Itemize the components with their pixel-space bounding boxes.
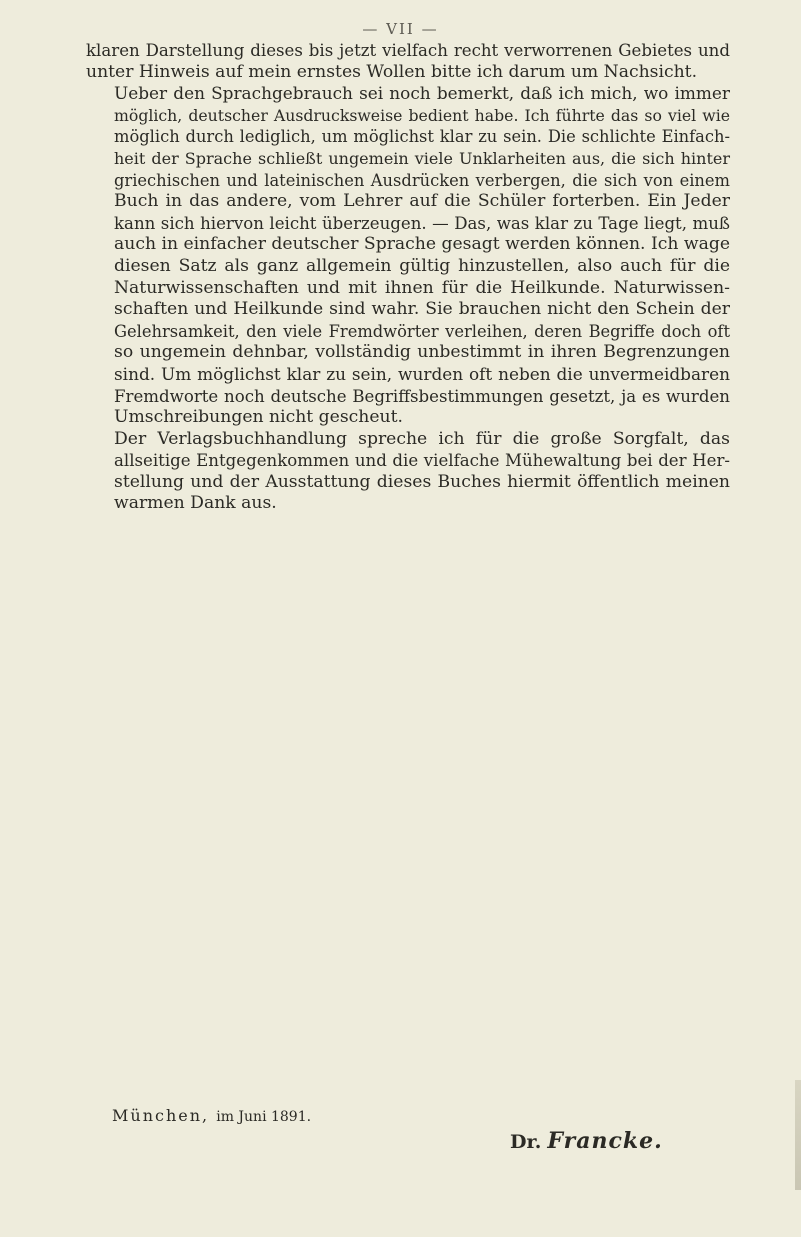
text-line: unter Hinweis auf mein ernstes Wollen bitte ich darum um Nachsicht. xyxy=(86,61,698,82)
text-line: warmen Dank aus. xyxy=(114,493,277,514)
paragraph xyxy=(86,429,730,515)
text-line: klaren Darstellung dieses bis jetzt vielfach recht verworrenen Gebietes und xyxy=(86,41,730,60)
text-line: möglich durch lediglich, um möglichst klar zu sein. Die schlichte Einfach- xyxy=(114,127,730,147)
page-number: — VII — xyxy=(362,20,439,38)
text-line: schaften und Heilkunde sind wahr. Sie brauchen nicht den Schein der xyxy=(114,299,730,320)
text-line: Buch in das andere, vom Lehrer auf die Schüler forterben. Ein Jeder xyxy=(114,191,730,212)
paragraph xyxy=(86,40,730,83)
text-line: Ueber den Sprachgebrauch sei noch bemerkt, daß ich mich, wo immer xyxy=(114,83,730,104)
paragraph xyxy=(86,83,730,429)
text-line: heit der Sprache schließt ungemein viele Unklarheiten aus, die sich hinter xyxy=(114,148,730,168)
signature xyxy=(510,1128,663,1154)
text-line: griechischen und lateinischen Ausdrücken verbergen, die sich von einem xyxy=(114,170,730,190)
text-line: Umschreibungen nicht gescheut. xyxy=(114,407,403,428)
signature-title: Dr. xyxy=(510,1131,542,1153)
text-line: diesen Satz als ganz allgemein gültig hinzustellen, also auch für die xyxy=(114,255,730,276)
text-line: auch in einfacher deutscher Sprache gesagt werden können. Ich wage xyxy=(114,234,731,255)
text-line: möglich, deutscher Ausdrucksweise bedient habe. Ich führte das so viel wie xyxy=(114,105,730,125)
signature-name: Francke. xyxy=(547,1128,663,1154)
dateline-date: im Juni 1891. xyxy=(216,1109,312,1125)
text-line: kann sich hiervon leicht überzeugen. — Das, was klar zu Tage liegt, muß xyxy=(114,213,730,233)
page-edge-shadow xyxy=(795,1080,801,1190)
text-line: Gelehrsamkeit, den viele Fremdwörter verleihen, deren Begriffe doch oft xyxy=(114,321,730,341)
dateline xyxy=(112,1106,311,1125)
preface-text xyxy=(86,40,730,515)
text-line: allseitige Entgegenkommen und die vielfache Mühewaltung bei der Her- xyxy=(114,451,730,471)
text-line: Naturwissenschaften und mit ihnen für die Heilkunde. Naturwissen- xyxy=(114,277,730,298)
text-line: Fremdworte noch deutsche Begriffsbestimmungen gesetzt, ja es wurden xyxy=(114,386,730,406)
text-line: Der Verlagsbuchhandlung spreche ich für die große Sorgfalt, das xyxy=(114,428,730,449)
dateline-place: München, xyxy=(112,1106,210,1125)
text-line: so ungemein dehnbar, vollständig unbestimmt in ihren Begrenzungen xyxy=(114,342,730,363)
text-line: sind. Um möglichst klar zu sein, wurden oft neben die unvermeidbaren xyxy=(114,363,730,384)
text-line: stellung und der Ausstattung dieses Buches hiermit öffentlich meinen xyxy=(114,471,730,492)
